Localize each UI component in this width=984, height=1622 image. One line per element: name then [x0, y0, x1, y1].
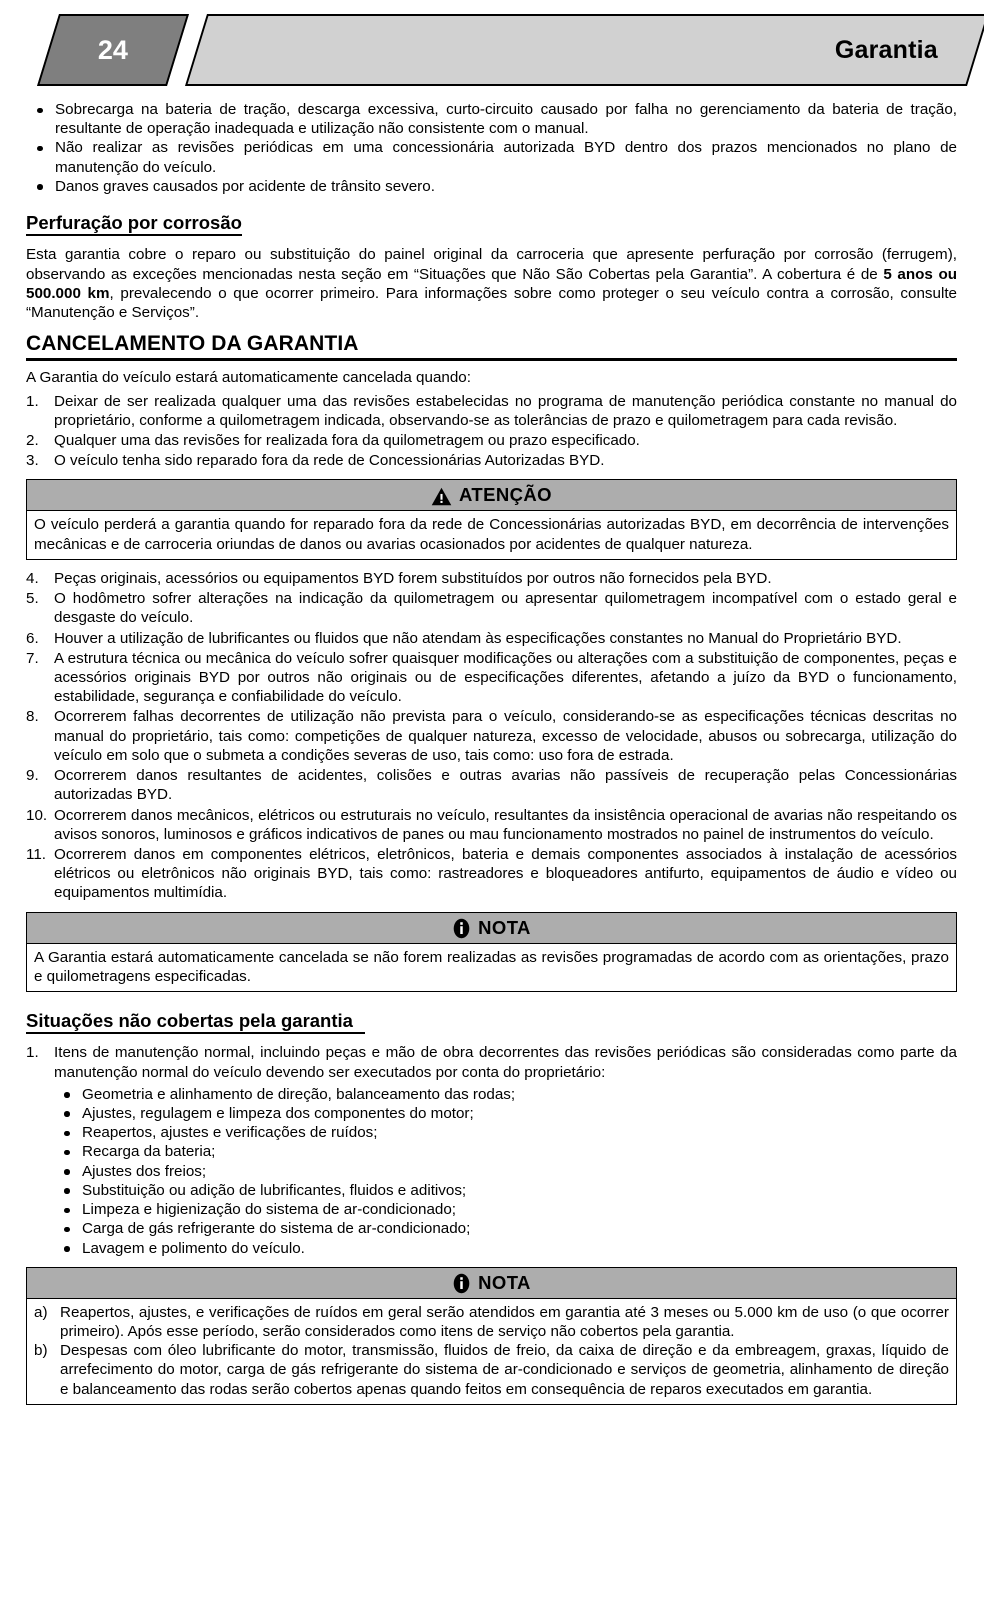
list-item: Limpeza e higienização do sistema de ar-condicionado;	[26, 1200, 957, 1219]
cancelamento-list-part2	[26, 569, 957, 903]
list-item: Não realizar as revisões periódicas em uma concessionária autorizada BYD dentro dos prazos mencionados no plano de manutenção do veículo.	[26, 138, 957, 176]
atencao-callout-label: ATENÇÃO	[459, 484, 552, 506]
top-bullet-list	[26, 100, 957, 196]
nota-callout-header-1	[27, 913, 956, 944]
list-marker: 2.	[26, 432, 39, 450]
list-item	[26, 431, 957, 450]
list-item	[26, 1043, 957, 1081]
list-item	[26, 392, 957, 430]
list-item	[26, 569, 957, 588]
list-marker: 1.	[26, 392, 39, 410]
section-heading-corrosao-wrap	[26, 203, 957, 241]
list-marker: 11.	[26, 845, 46, 863]
list-text: Ocorrerem danos em componentes elétricos, eletrônicos, bateria e demais componentes associados à instalação de acessórios elétricos ou eletrônicos não originais BYD, tais como: rastreadores e bloqueadores antifurto, equipamentos de áudio e vídeo ou equipamentos multimídia.	[54, 845, 957, 902]
section-heading-rule	[26, 358, 957, 361]
list-text: O hodômetro sofrer alterações na indicação da quilometragem ou apresentar quilometragem incompatível com o estado geral e desgaste do veículo.	[54, 590, 957, 627]
list-marker: 5.	[26, 590, 39, 608]
chapter-title-banner	[185, 14, 984, 86]
section-heading-cancelamento: CANCELAMENTO DA GARANTIA	[26, 332, 359, 356]
warning-triangle-icon	[431, 487, 452, 506]
list-item	[26, 766, 957, 804]
list-item: Reapertos, ajustes e verificações de ruídos;	[26, 1123, 957, 1142]
list-text: Reapertos, ajustes, e verificações de ruídos em geral serão atendidos em garantia até 3 meses ou 5.000 km de uso (o que ocorrer primeiro). Após esse período, serão considerados como itens de serviço não cobertos pela garantia.	[60, 1303, 949, 1340]
list-text: Despesas com óleo lubrificante do motor, transmissão, fluidos de freio, da caixa de direção e da embreagem, graxas, líquido de arrefecimento do motor, carga de gás refrigerante do sistema de ar-condicionado e serviços de geometria, alinhamento de direção e balanceamento das rodas serão cobertos apenas quando feitos em consequência de reparos executados em garantia.	[60, 1342, 949, 1398]
list-marker: a)	[34, 1303, 48, 1321]
list-marker: 1.	[26, 1044, 39, 1062]
section-heading-situacoes-wrap	[26, 1001, 957, 1039]
nota-callout-box-1	[26, 912, 957, 992]
list-item: Danos graves causados por acidente de trânsito severo.	[26, 177, 957, 196]
list-item	[34, 1303, 949, 1341]
list-item: Lavagem e polimento do veículo.	[26, 1239, 957, 1258]
chapter-title-label: Garantia	[834, 35, 938, 64]
list-item: Recarga da bateria;	[26, 1142, 957, 1161]
list-marker: 6.	[26, 629, 39, 647]
list-item	[26, 451, 957, 470]
page-number-badge	[37, 14, 189, 86]
paragraph-corrosao	[26, 245, 957, 322]
list-marker: 7.	[26, 649, 39, 667]
list-marker: 3.	[26, 452, 39, 470]
cancelamento-list-part1	[26, 392, 957, 471]
list-item	[26, 589, 957, 627]
list-item: Geometria e alinhamento de direção, balanceamento das rodas;	[26, 1085, 957, 1104]
nota-lettered-list	[34, 1303, 949, 1399]
list-marker: 10.	[26, 806, 48, 824]
list-text: Qualquer uma das revisões for realizada fora da quilometragem ou prazo especificado.	[54, 432, 640, 450]
section-heading-situacoes: Situações não cobertas pela garantia	[26, 1010, 365, 1034]
list-text: Ocorrerem danos resultantes de acidentes, colisões e outras avarias não passíveis de recuperação pelas Concessionárias autorizadas BYD.	[54, 767, 957, 804]
page-header	[0, 0, 984, 100]
atencao-callout-header	[27, 480, 956, 511]
info-circle-icon	[452, 1273, 471, 1294]
list-item: Ajustes dos freios;	[26, 1162, 957, 1181]
page-number-label: 24	[97, 34, 129, 65]
nota-callout-box-2	[26, 1267, 957, 1405]
list-text: O veículo tenha sido reparado fora da rede de Concessionárias Autorizadas BYD.	[54, 452, 605, 470]
corrosao-text-part2: , prevalecendo o que ocorrer primeiro. Para informações sobre como proteger o seu veículo contra a corrosão, consulte “Manutenção e Serviços”.	[26, 284, 957, 322]
list-marker: b)	[34, 1342, 48, 1360]
list-item: Sobrecarga na bateria de tração, descarga excessiva, curto-circuito causado por falha no gerenciamento da bateria de tração, resultante de operação inadequada e utilização não consistente com o manual.	[26, 100, 957, 138]
list-text: Houver a utilização de lubrificantes ou fluidos que não atendam às especificações constantes no Manual do Proprietário BYD.	[54, 629, 902, 647]
list-item	[26, 629, 957, 648]
nota-callout-label-1: NOTA	[478, 916, 531, 938]
list-text: Peças originais, acessórios ou equipamentos BYD forem substituídos por outros não fornecidos pela BYD.	[54, 569, 772, 587]
nota-callout-body-1: A Garantia estará automaticamente cancelada se não forem realizadas as revisões programadas de acordo com as orientações, prazo e quilometragens especificadas.	[34, 948, 949, 985]
list-text: Ocorrerem danos mecânicos, elétricos ou estruturais no veículo, resultantes da insistência operacional de avarias não respeitando os avisos sonoros, luminosos e gráficos indicativos de panes ou mau funcionamento mostrados no painel de instrumentos do veículo.	[54, 806, 957, 843]
nota-callout-body-2	[27, 1299, 956, 1404]
corrosao-text-part1: Esta garantia cobre o reparo ou substituição do painel original da carroceria que apresente perfuração por corrosão (ferrugem), observando as exceções mencionadas nesta seção em “Situações que Não São Cobertas pela Garantia”. A cobertura é de	[26, 246, 957, 283]
list-marker: 8.	[26, 708, 39, 726]
list-item: Carga de gás refrigerante do sistema de ar-condicionado;	[26, 1219, 957, 1238]
list-item	[26, 649, 957, 707]
atencao-callout-body: O veículo perderá a garantia quando for reparado fora da rede de Concessionárias autorizadas BYD, em decorrência de intervenções mecânicas e de carroceria oriundas de danos ou avarias ocasionados por acidentes de qualquer natureza.	[34, 516, 949, 553]
list-item	[26, 845, 957, 903]
list-item	[26, 707, 957, 765]
list-item	[26, 806, 957, 844]
list-marker: 4.	[26, 569, 39, 587]
atencao-callout-box	[26, 479, 957, 559]
list-item: Substituição ou adição de lubrificantes, fluidos e aditivos;	[26, 1181, 957, 1200]
list-text: A estrutura técnica ou mecânica do veículo sofrer quaisquer modificações ou alterações com a substituição de componentes, peças e acessórios originais BYD por outros não originais ou de especificações diferentes, afetando a juízo da BYD o funcionamento, estabilidade, segurança e confiabilidade do veículo.	[54, 649, 957, 706]
corrosao-coverage-bold: 5 anos ou 500.000 km	[26, 265, 957, 302]
list-text: Ocorrerem falhas decorrentes de utilização não prevista para o veículo, considerando-se as especificações técnicas descritas no manual do proprietário, tais como: competições de qualquer natureza, excesso de velocidade, abusos ou sobrecarga, utilização do veículo em solo que o submeta a condições severas de uso, tais como: uso fora de estrada.	[54, 708, 957, 764]
page-content	[0, 100, 984, 1405]
section-heading-corrosao: Perfuração por corrosão	[26, 212, 242, 236]
paragraph-cancelamento-intro: A Garantia do veículo estará automaticamente cancelada quando:	[26, 369, 471, 387]
list-item: Ajustes, regulagem e limpeza dos componentes do motor;	[26, 1104, 957, 1123]
nota-callout-header-2	[27, 1268, 956, 1299]
list-text: Itens de manutenção normal, incluindo peças e mão de obra decorrentes das revisões periódicas são consideradas como parte da manutenção normal do veículo devendo ser executados por conta do proprietário:	[54, 1044, 957, 1081]
list-marker: 9.	[26, 767, 39, 785]
list-item	[34, 1341, 949, 1399]
list-text: Deixar de ser realizada qualquer uma das revisões estabelecidas no programa de manutenção periódica constante no manual do proprietário, conforme a quilometragem indicada, observando-se as tolerâncias de prazo e quilometragem para cada revisão.	[54, 392, 957, 429]
situacoes-list	[26, 1043, 957, 1081]
info-circle-icon	[452, 918, 471, 939]
nota-callout-label-2: NOTA	[478, 1271, 531, 1293]
situacoes-sub-bullet-list	[26, 1085, 957, 1258]
